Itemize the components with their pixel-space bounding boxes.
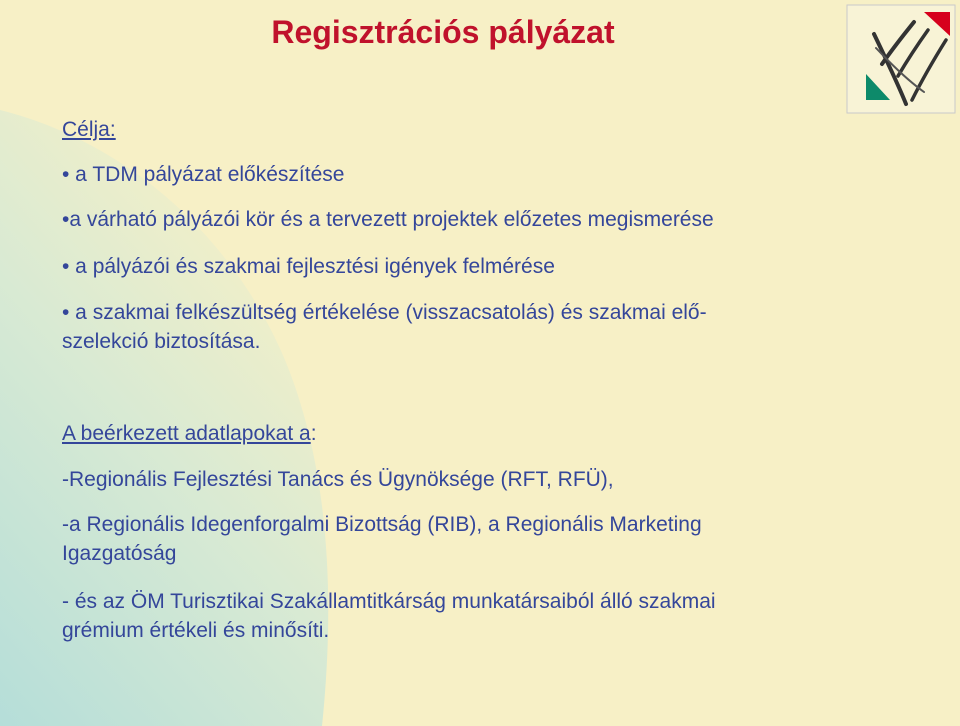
bullet-item: • a TDM pályázat előkészítése — [62, 163, 345, 186]
evaluator-item: -a Regionális Idegenforgalmi Bizottság (RIB), a Regionális Marketing — [62, 513, 702, 536]
evaluator-item-continuation: grémium értékeli és minősíti. — [62, 619, 330, 642]
evaluators-heading-text: A beérkezett adatlapokat a — [62, 422, 311, 445]
bullet-item: •a várható pályázói kör és a tervezett projektek előzetes megismerése — [62, 208, 714, 231]
bullet-item-continuation: szelekció biztosítása. — [62, 330, 261, 353]
evaluator-item: - és az ÖM Turisztikai Szakállamtitkárság munkatársaiból álló szakmai — [62, 590, 716, 613]
page-title: Regisztrációs pályázat — [271, 14, 615, 50]
evaluators-heading — [62, 420, 317, 448]
aim-heading: Célja: — [62, 118, 116, 141]
bullet-item: • a szakmai felkészültség értékelése (visszacsatolás) és szakmai elő- — [62, 301, 707, 324]
evaluator-item-continuation: Igazgatóság — [62, 542, 177, 565]
bullet-item: • a pályázói és szakmai fejlesztési igények felmérése — [62, 255, 555, 278]
brand-logo — [846, 4, 956, 114]
evaluators-heading-colon: : — [310, 422, 317, 445]
evaluator-item: -Regionális Fejlesztési Tanács és Ügynöksége (RFT, RFÜ), — [62, 468, 614, 491]
